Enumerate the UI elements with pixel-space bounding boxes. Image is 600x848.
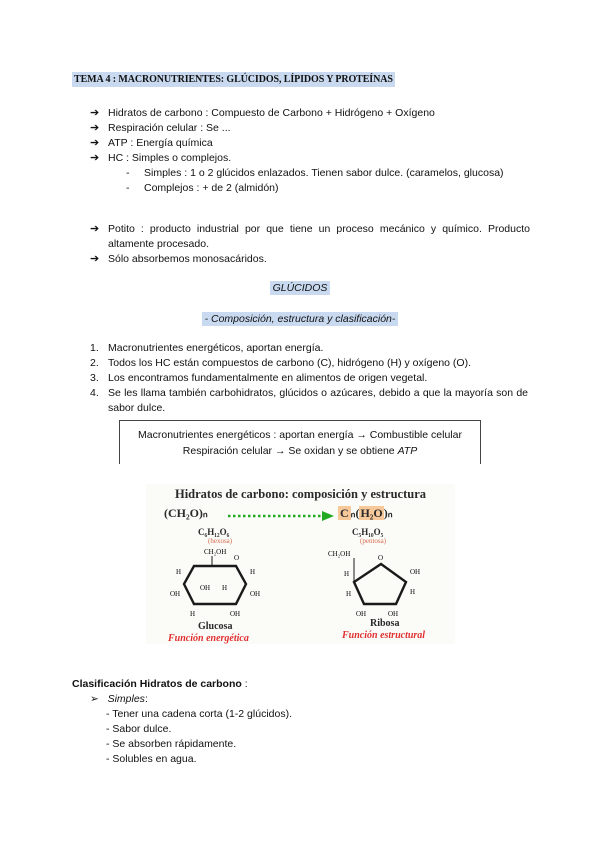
summary-box: [119, 420, 481, 464]
arrow-bullet-icon: ➔: [90, 107, 100, 119]
figure-title: Hidratos de carbono: composición y estructura: [174, 487, 427, 501]
svg-text:H: H: [410, 588, 416, 596]
list-item: 2. Todos los HC están compuestos de carbono (C), hidrógeno (H) y oxígeno (O).: [90, 357, 472, 369]
list-item: ➔ HC : Simples o complejos.: [90, 152, 232, 164]
carbohydrate-figure: [146, 484, 455, 644]
intro-bullet-list: [90, 106, 530, 196]
svg-text:CH₂OH: CH₂OH: [328, 550, 351, 558]
sub-list-item: - Complejos : + de 2 (almidón): [126, 182, 279, 194]
energetic-function-label: Función energética: [168, 633, 249, 644]
glucose-structure: [164, 544, 274, 620]
list-item: - Sabor dulce.: [106, 723, 172, 735]
glucose-type: (hexosa): [208, 537, 233, 545]
classification-items: [106, 707, 292, 767]
svg-text:OH: OH: [356, 610, 367, 618]
list-item: ➔ Hidratos de carbono : Compuesto de Carbono + Hidrógeno + Oxígeno: [90, 107, 435, 119]
second-bullet-list: [90, 222, 530, 267]
ribose-formula: C₅H₁₀O₅: [352, 527, 384, 537]
arrow-bullet-icon: ➔: [90, 253, 100, 265]
expanded-formula: C ₙ(H₂O)ₙ: [340, 506, 393, 520]
ch2oh-label: CH₂OH: [204, 548, 227, 556]
section-heading: GLÚCIDOS: [0, 282, 600, 294]
svg-text:O: O: [234, 554, 240, 562]
green-arrow-icon: [226, 510, 336, 522]
page-title: TEMA 4 : MACRONUTRIENTES: GLÚCIDOS, LÍPIDOS Y PROTEÍNAS: [74, 74, 393, 85]
svg-text:OH: OH: [170, 590, 181, 598]
svg-text:H: H: [176, 568, 182, 576]
structural-function-label: Función estructural: [342, 630, 426, 641]
numbered-list: [90, 341, 528, 416]
svg-text:OH: OH: [230, 610, 241, 618]
list-item: - Solubles en agua.: [106, 753, 197, 765]
svg-text:H: H: [222, 584, 228, 592]
ribose-type: (pentosa): [360, 537, 387, 545]
list-item: - Se absorben rápidamente.: [106, 738, 237, 750]
svg-text:OH: OH: [250, 590, 261, 598]
classification-heading: Clasificación Hidratos de carbono :: [72, 678, 248, 690]
svg-text:H: H: [344, 570, 350, 578]
svg-text:OH: OH: [200, 584, 211, 592]
section-subheading: - Composición, estructura y clasificación-: [0, 313, 600, 325]
glucose-label: Glucosa: [198, 621, 233, 632]
list-item: ➔ Respiración celular : Se ...: [90, 122, 231, 134]
arrow-bullet-icon: ➔: [90, 137, 100, 149]
triangle-bullet-icon: ➢: [90, 693, 99, 705]
list-item: 1. Macronutrientes energéticos, aportan energía.: [90, 342, 324, 354]
general-formula: (CH₂O)ₙ: [164, 506, 208, 520]
svg-text:OH: OH: [388, 610, 399, 618]
svg-text:H: H: [250, 568, 256, 576]
ribose-structure: [326, 544, 436, 620]
list-item: ➔ Potito : producto industrial por que tiene un proceso mecánico y químico. Producto altamente procesado.: [90, 223, 530, 250]
summary-line-1: Macronutrientes energéticos : aportan energía → Combustible celular: [138, 429, 462, 441]
list-item: ➔ Sólo absorbemos monosacáridos.: [90, 253, 267, 265]
glucose-formula: C₆H₁₂O₆: [198, 527, 230, 537]
svg-text:O: O: [378, 554, 384, 562]
arrow-bullet-icon: ➔: [90, 152, 100, 164]
svg-text:H: H: [190, 610, 196, 618]
svg-text:H: H: [346, 590, 352, 598]
list-item: 3. Los encontramos fundamentalmente en alimentos de origen vegetal.: [90, 372, 428, 384]
classification-type: ➢ Simples:: [90, 693, 148, 705]
sub-list-item: - Simples : 1 o 2 glúcidos enlazados. Tienen sabor dulce. (caramelos, glucosa): [126, 167, 504, 179]
list-item: - Tener una cadena corta (1-2 glúcidos).: [106, 708, 292, 720]
summary-line-2: Respiración celular → Se oxidan y se obtiene ATP: [182, 445, 418, 457]
list-item: 4. Se les llama también carbohidratos, glúcidos o azúcares, debido a que la mayoría son de sabor dulce.: [90, 387, 528, 414]
list-item: ➔ ATP : Energía química: [90, 137, 213, 149]
svg-text:OH: OH: [410, 568, 421, 576]
arrow-bullet-icon: ➔: [90, 223, 100, 235]
arrow-bullet-icon: ➔: [90, 122, 100, 134]
ribose-label: Ribosa: [370, 618, 400, 629]
